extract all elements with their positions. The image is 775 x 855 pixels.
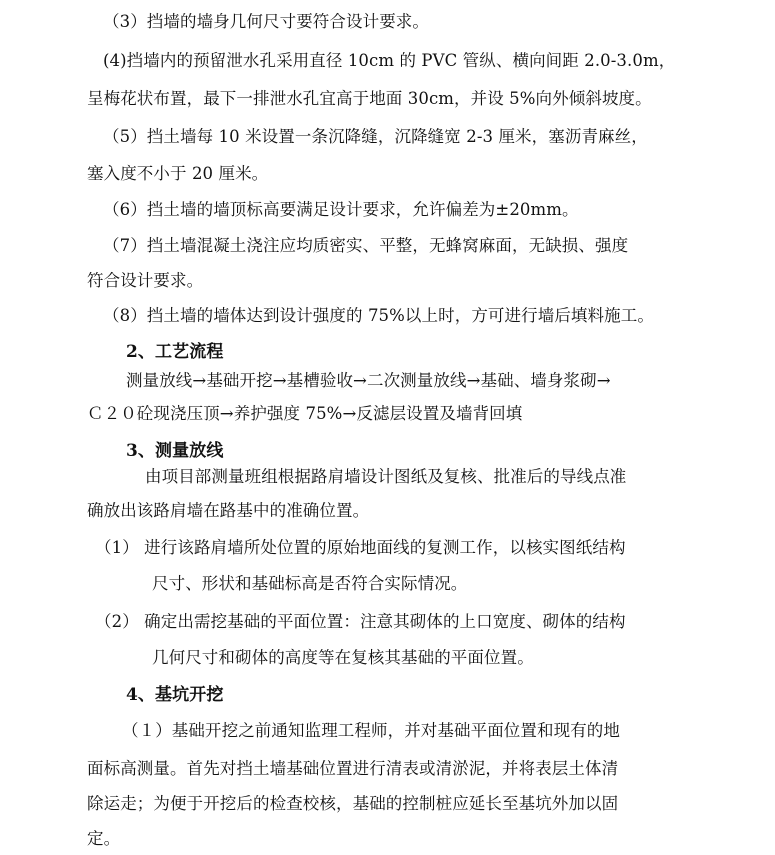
item-4-line-2: 呈梅花状布置，最下一排泄水孔宜高于地面 30cm，并设 5%向外倾斜坡度。: [87, 89, 652, 108]
section-4-item-1-line-3: 除运走；为便于开挖后的检查校核，基础的控制桩应延长至基坑外加以固: [87, 794, 619, 813]
section-2-line-1: 测量放线→基础开挖→基槽验收→二次测量放线→基础、墙身浆砌→: [126, 371, 611, 390]
section-3-line-2: 确放出该路肩墙在路基中的准确位置。: [87, 501, 370, 520]
section-4-item-1-line-1: （１）基础开挖之前通知监理工程师，并对基础平面位置和现有的地: [122, 721, 620, 740]
section-3-heading: 3、测量放线: [126, 441, 224, 461]
item-7-line-2: 符合设计要求。: [87, 271, 204, 290]
section-4-item-1-line-2: 面标高测量。首先对挡土墙基础位置进行清表或清淤泥，并将表层土体清: [87, 759, 619, 778]
section-2-heading: 2、工艺流程: [126, 342, 224, 362]
item-6: （6）挡土墙的墙顶标高要满足设计要求，允许偏差为±20mm。: [103, 200, 579, 219]
item-5-line-1: （5）挡土墙每 10 米设置一条沉降缝，沉降缝宽 2-3 厘米，塞沥青麻丝，: [103, 127, 648, 146]
section-3-item-2-line-2: 几何尺寸和砌体的高度等在复核其基础的平面位置。: [152, 648, 534, 667]
section-3-item-2-line-1: （2） 确定出需挖基础的平面位置：注意其砌体的上口宽度、砌体的结构: [95, 612, 626, 631]
section-2-line-2: Ｃ２０砼现浇压顶→养护强度 75%→反滤层设置及墙背回填: [87, 404, 523, 423]
item-4-line-1: (4)挡墙内的预留泄水孔采用直径 10cm 的 PVC 管纵、横向间距 2.0-3.0m，: [103, 51, 676, 70]
section-4-heading: 4、基坑开挖: [126, 685, 224, 705]
item-7-line-1: （7）挡土墙混凝土浇注应均质密实、平整，无蜂窝麻面，无缺损、强度: [103, 236, 629, 255]
item-3: （3）挡墙的墙身几何尺寸要符合设计要求。: [103, 12, 429, 31]
section-3-item-1-line-1: （1） 进行该路肩墙所处位置的原始地面线的复测工作，以核实图纸结构: [95, 538, 626, 557]
section-4-item-1-line-4: 定。: [87, 829, 121, 848]
section-3-item-1-line-2: 尺寸、形状和基础标高是否符合实际情况。: [152, 574, 468, 593]
item-8: （8）挡土墙的墙体达到设计强度的 75%以上时，方可进行墙后填料施工。: [103, 306, 654, 325]
section-3-line-1: 由项目部测量班组根据路肩墙设计图纸及复核、批准后的导线点准: [145, 467, 627, 486]
item-5-line-2: 塞入度不小于 20 厘米。: [87, 164, 269, 183]
